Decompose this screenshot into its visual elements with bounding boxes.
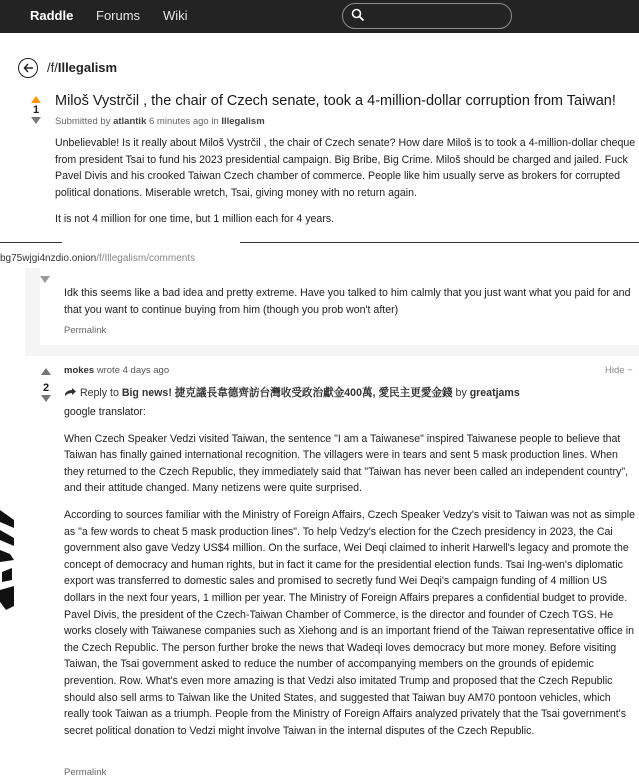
comment-meta	[64, 365, 169, 376]
reply-author-link[interactable]: greatjams	[469, 387, 520, 399]
post-score: 1	[32, 104, 40, 116]
breadcrumb	[47, 60, 117, 75]
post-paragraph: It is not 4 million for one time, but 1 million each for 4 years.	[55, 213, 335, 226]
comment-paragraph: When Czech Speaker Vedzi visited Taiwan, the sentence "I am a Taiwanese" inspired Taiwanese people to believe that Taiwan has finally gained international recognition. The villagers were in tears and sent 5 mask production lines. When they returned to the Czech Republic, they immediately said that "Taiwan has never been called an independent country", and their attitude changed. Many netizens were quite surprised.	[64, 432, 629, 495]
post-title[interactable]: Miloš Vystrčil , the chair of Czech senate, took a 4-million-dollar corruption from Taiwan!	[55, 93, 616, 109]
brand-link[interactable]: Raddle	[30, 8, 74, 23]
comment-text	[64, 404, 636, 749]
comment-paragraph: According to sources familiar with the Ministry of Foreign Affairs, Czech Speaker Vedzy's visit to Taiwan was not as simple as "a few words to cheat 5 mask production lines". To help Vedzy's election for the Czech presidency in 2023, the Cai government also gave Vedzy US$4 million. On the surface, Wei Deqi claimed to inherit Harwell's legacy and promote the concept of democracy and human rights, but in fact it came for the presidential election funds. Tsai Ing-wen's diplomatic export was transferred to domestic sales and promised to secretly fund Wei Deqi's campaign funding of 4 million US dollars in the next four years, 1 million per year. The Ministry of Foreign Affairs prepares a confidential budget to provide. Pavel Divis, the president of the Czech-Taiwan Chamber of Commerce, is the director and founder of Czech TGS. He works closely with Taiwanese companies such as Xiehong and is an important friend of the Taiwan representative office in the Czech Republic. The person further broke the news that Wadeqi loves democracy but more money. Before visiting Taiwan, the Tsai government asked to reduce the number of accompanying members on the grounds of epidemic prevention. Row. What's even more amazing is that Vedzi also imitated Trump and proposed that the Czech Republic should also sell arms to Taiwan like the United States, and suggested that Taiwan buy AM70 pontoon vehicles, which really took Taiwan as a triumph. People from the Ministry of Foreign Affairs analyzed privately that the Tsai government's secret political donation to Vedzi might involve Taiwan in the internal disputes of the Czech Republic.	[64, 508, 635, 737]
reply-icon	[64, 388, 76, 398]
submitted-prefix: Submitted by	[55, 116, 114, 127]
top-navbar	[0, 0, 639, 33]
search-icon	[351, 8, 365, 22]
url-domain: bg75wjgi4nzdio.onion	[0, 253, 97, 264]
partial-logo-graphic	[0, 510, 14, 610]
divider	[240, 242, 639, 243]
comments-section	[25, 268, 639, 781]
comment	[40, 268, 639, 345]
post-forum-link[interactable]: Illegalism	[221, 116, 265, 127]
search-input[interactable]	[342, 3, 512, 29]
post-author-link[interactable]: atlantik	[113, 116, 147, 127]
post-panel	[8, 46, 639, 232]
back-button[interactable]	[18, 58, 38, 78]
hide-comment-link[interactable]: Hide −	[605, 365, 633, 376]
divider	[0, 242, 62, 243]
upvote-icon[interactable]	[31, 96, 41, 103]
nav-forums-link[interactable]: Forums	[96, 8, 141, 23]
url-path: /f/Illegalism/comments	[96, 253, 196, 264]
comment-vote	[39, 368, 53, 402]
downvote-icon[interactable]	[31, 117, 41, 124]
permalink-link[interactable]: Permalink	[64, 325, 107, 336]
url-bar[interactable]	[0, 250, 639, 268]
breadcrumb-forum-link[interactable]: Illegalism	[57, 60, 118, 75]
post-paragraph: Unbelievable! Is it really about Miloš Vystrčil , the chair of Czech senate? How dare Miloš is to took a 4-million-dollar cheque from president Tsai to fund his 2023 presidential campaign. Big Bribe, Big Crime. Miloš should be charged and jailed. Fuck Pavel Divis and his crooked Taiwan Czech chamber of commerce. People like him usually serve as brokers for corrupted political donations. Miserable wretch, Tsai, giving money with no return again.	[55, 137, 636, 199]
comment-text: Idk this seems like a bad idea and pretty extreme. Have you talked to him calmly that you just want what you paid for and that you want to continue buying from him (though you prob won't after)	[64, 287, 631, 316]
breadcrumb-prefix: /f/	[47, 60, 58, 75]
permalink-link[interactable]: Permalink	[64, 767, 107, 778]
comment-paragraph: google translator:	[64, 406, 146, 418]
post-time: 6 minutes ago in	[146, 116, 222, 127]
comment-author-link[interactable]: mokes	[64, 365, 95, 376]
comment	[25, 356, 639, 781]
reply-by: by	[452, 387, 470, 399]
comment-time: wrote 4 days ago	[94, 365, 170, 376]
arrow-left-icon	[23, 63, 34, 73]
reply-post-link[interactable]: Big news! 捷克議長韋德齊訪台灣收受政治獻金400萬, 愛民主更愛金錢	[121, 387, 453, 399]
reply-context	[64, 385, 520, 400]
post-body	[55, 135, 639, 232]
post-submitted-info	[55, 116, 265, 127]
post-vote	[29, 96, 43, 124]
reply-prefix: Reply to	[80, 387, 122, 399]
downvote-icon[interactable]	[41, 395, 51, 402]
upvote-icon[interactable]	[41, 368, 51, 375]
comment-score: 2	[42, 382, 50, 394]
nav-wiki-link[interactable]: Wiki	[163, 8, 188, 23]
downvote-icon[interactable]	[40, 276, 50, 283]
